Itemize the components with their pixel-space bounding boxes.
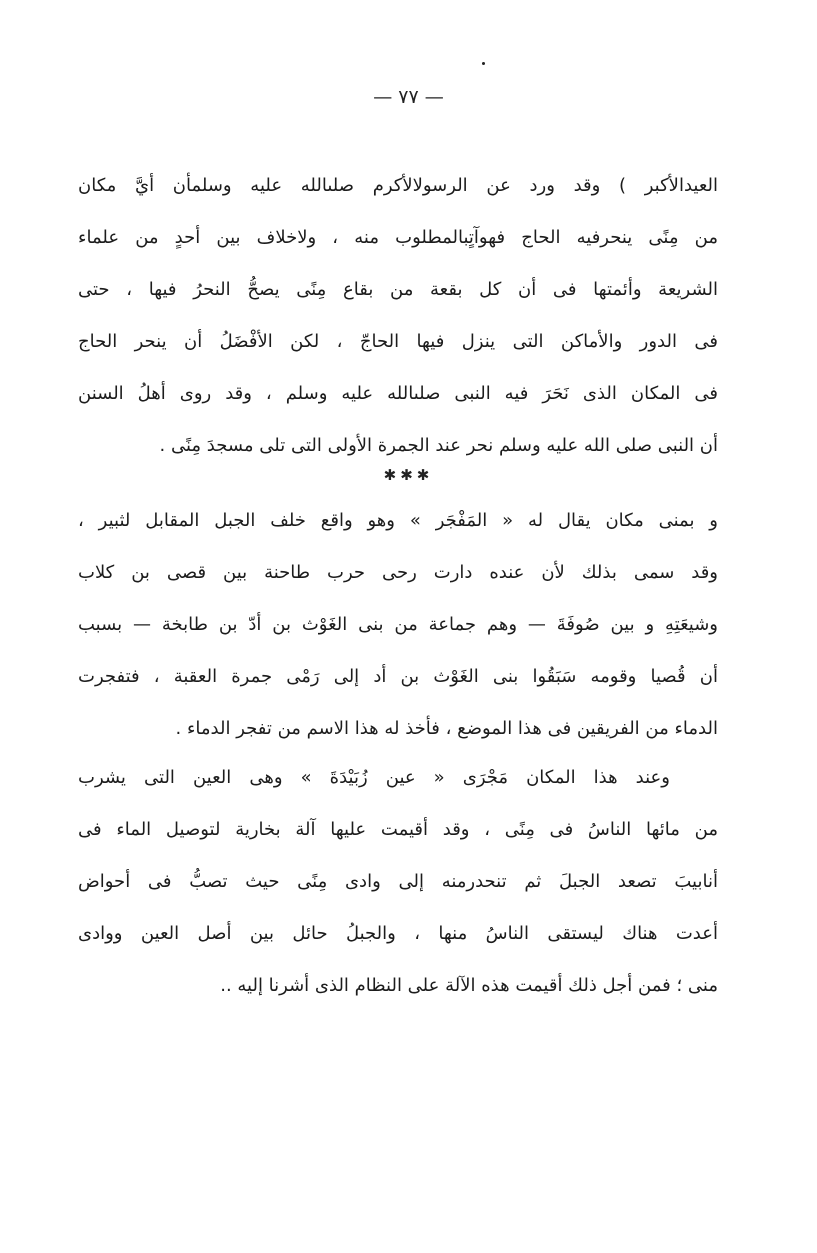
text-line: فى المكان الذى نَحَرَ فيه النبى صلىالله عليه وسلم ، وقد روى أهلُ السنن [78,383,718,404]
text-line: وقد سمى بذلك لأن عنده دارت رحى حرب طاحنة بين قصى بن كلاب [78,562,718,583]
text-line: أنابيبَ تصعد الجبلَ ثم تنحدرمنه إلى وادى مِنًى حيث تصبُّ فى أحواض [78,871,718,892]
text-line: وشيعَتِهِ و بين صُوفَةَ — وهم جماعة من بنى الغَوْث بن أدّ بن طابخة — بسبب [78,614,718,635]
text-line: أعدت هناك ليستقى الناسُ منها ، والجبلُ حائل بين أصل العين ووادى [78,923,718,944]
text-line: أن قُصيا وقومه سَبَقُوا بنى الغَوْث بن أد إلى رَمْى جمرة العقبة ، فتفجرت [78,666,718,687]
text-line: من مِنًى ينحرفيه الحاج فهوآتٍبالمطلوب منه ، ولاخلاف بين أحدٍ من علماء [78,227,718,248]
text-line: من مائها الناسُ فى مِنًى ، وقد أقيمت عليها آلة بخارية لتوصيل الماء فى [78,819,718,840]
text-line: أن النبى صلى الله عليه وسلم نحر عند الجمرة الأولى التى تلى مسجدَ مِنًى . [159,435,718,456]
section-separator: ✱✱✱ [383,466,434,484]
text-line: منى ؛ فمن أجل ذلك أقيمت هذه الآلة على النظام الذى أشرنا إليه .. [220,975,718,996]
paragraph-slaughter-place [78,160,718,472]
text-line: وعند هذا المكان مَجْرَى « عين زُبَيْدَةَ » وهى العين التى يشرب [78,767,670,788]
ink-speck [482,62,485,65]
paragraph-ain-zubaida [78,752,718,1012]
text-line: و بمنى مكان يقال له « المَفْجَر » وهو واقع خلف الجبل المقابل لثبير ، [78,510,718,531]
paragraph-almafjar [78,495,718,755]
text-line: فى الدور والأماكن التى ينزل فيها الحاجّ ، لكن الأفْضَلُ أن ينحر الحاج [78,331,718,352]
text-line: الشريعة وأئمتها فى أن كل بقعة من بقاع مِنًى يصحُّ النحرُ فيها ، حتى [78,279,718,300]
page-number: — ٧٧ — [373,86,444,108]
text-line: العيدالأكبر ) وقد ورد عن الرسولالأكرم صلىالله عليه وسلمأن أيَّ مكان [78,175,718,196]
text-line: الدماء من الفريقين فى هذا الموضع ، فأخذ له هذا الاسم من تفجر الدماء . [175,718,718,739]
